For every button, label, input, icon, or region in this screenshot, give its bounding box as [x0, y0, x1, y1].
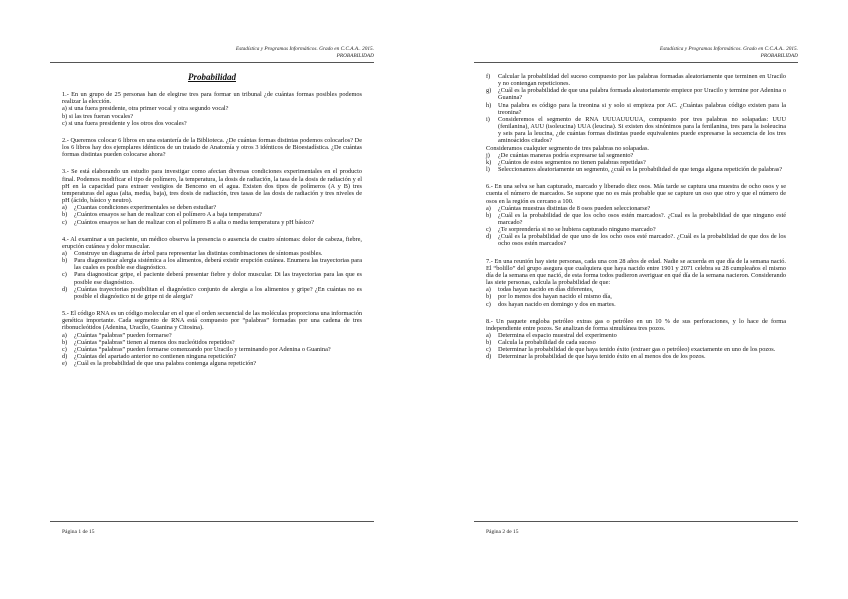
- page-2: [424, 0, 848, 599]
- list-item: d) ¿Cuál es la probabilidad de que uno de los ocho osos esté marcado?. ¿Cuál es la probabilidad de que dos de los ocho osos estén marcados?: [486, 233, 786, 248]
- page-footer: Página 2 de 15: [486, 529, 519, 535]
- question-text: 7.- En una reunión hay siete personas, cada una con 28 años de edad. Nadie se acuerda en que día de la semana nació. El “bolillo” del grupo asegura que cualquiera que haya nacido entre 1901 y 2071 celebra su 28 cumpleaños el mismo día de la semana en que nació, de esta forma todos pudieron averiguar en qué día de la semana nacieron. Considerando las siete personas, calcula la probabilidad de que:: [486, 257, 786, 287]
- list-item: b) ¿Cuántas “palabras” tienen al menos dos nucleótidos repetidos?: [62, 338, 235, 346]
- page-title: Probabilidad: [187, 72, 236, 82]
- question-3: [62, 168, 362, 225]
- page-footer: Página 1 de 15: [62, 529, 95, 535]
- question-1: [62, 91, 362, 127]
- list-item: d) ¿Cuántas del apartado anterior no contienen ninguna repetición?: [62, 353, 237, 360]
- list-item: f) Calcular la probabilidad del suceso compuesto por las palabras formadas aleatoriamente que terminen en Uracilo y no contengan repeticiones.: [486, 73, 786, 88]
- header-rule: [50, 62, 374, 63]
- question-text: 3.- Se está elaborando un estudio para investigar como afectan diversas condiciones experimentales en el producto final. Podemos modificar el tipo de polímero, la temperatura, la dosis de radiación, la tasa de la dosis de radiación y el pH en la capacidad para extraer vestigios de Benceno en el agua. Existen dos tipos de polímeros (A y B) tres temperaturas del agua (alta, media, baja), tres dosis de radiación, tres tasas de las dosis de radiación y tres niveles de pH (ácido, básico y neutro).: [62, 168, 362, 205]
- list-item: d) ¿Cuántas trayectorias posibilitan el diagnóstico conjunto de alergia a los alimentos y gripe? ¿En cuántas no es posible el diagnóstico ni de gripe ni de alergia?: [62, 285, 362, 300]
- question-note: Consideramos cualquier segmento de tres palabras no solapadas.: [486, 144, 649, 152]
- footer-rule: [474, 521, 798, 522]
- list-item: b) Calcula la probabilidad de cada suceso: [486, 339, 596, 347]
- question-5-continued: [486, 73, 786, 173]
- list-item: c) ¿Cuántos ensayos se han de realizar con el polímero B a alta o media temperatura y pH básico?: [62, 218, 315, 226]
- question-text: 6.- En una selva se han capturado, marcado y liberado diez osos. Más tarde se captura una muestra de ocho osos y se cuenta el número de marcados. Se supone que no es más probable que se capture un oso que otro y que el número de osos en la región es cercano a 100.: [486, 183, 786, 205]
- list-item: c) ¿Cuántas “palabras” pueden formarse comenzando por Uracilo y terminando por Adenina o Guanina?: [62, 345, 331, 353]
- list-item: a) ¿Cuántas “palabras” pueden formarse?: [62, 331, 172, 339]
- list-item: j) ¿De cuántas maneras podría expresarse tal segmento?: [486, 151, 634, 159]
- list-item: b) Para diagnosticar alergia sistémica a los alimentos, deberá existir erupción cutánea. Enumera las trayectorias para las cuales es posible ese diagnóstico.: [62, 257, 362, 272]
- question-8: [486, 318, 786, 361]
- list-item: c) dos hayan nacido en domingo y dos en martes.: [486, 300, 616, 308]
- question-7: [486, 258, 786, 308]
- list-item: c) Determinar la probabilidad de que haya tenido éxito (extraer gas o petróleo) exactamente en uno de los pozos.: [486, 346, 776, 354]
- page-header: Estadística y Programas Informáticos. Grado en C.C.A.A.. 2015. PROBABILIDAD: [235, 46, 374, 59]
- list-item: a) Determina el espacio muestral del experimento: [486, 332, 617, 339]
- page-1-body: [62, 70, 362, 367]
- list-item: c) Para diagnosticar gripe, el paciente deberá presentar fiebre y dolor muscular. Di las trayectorias para las que es posible ese diagnóstico.: [62, 271, 362, 286]
- list-item: a) todas hayan nacido en días diferentes,: [486, 286, 594, 294]
- list-item: c) si una fuera presidente y los otros dos vocales?: [62, 119, 187, 127]
- question-6: [486, 183, 786, 247]
- question-4: [62, 236, 362, 300]
- list-item: c) ¿Te sorprendería si no se hubiera capturado ninguno marcado?: [486, 226, 656, 234]
- list-item: a) ¿Cuántas muestras distintas de 8 osos pueden seleccionarse?: [486, 204, 651, 212]
- list-item: b) ¿Cuál es la probabilidad de que los ocho osos estén marcados?. ¿Cual es la probabilidad de que ninguno esté marcado?: [486, 211, 786, 226]
- header-rule: [474, 62, 798, 63]
- page-2-body: [486, 73, 786, 361]
- question-text: 8.- Un paquete engloba petróleo extras gas o petróleo en un 10 % de sus perforaciones, y lo hace de forma independiente entre pozos. Se analizan de forma simultánea tres pozos.: [486, 317, 786, 332]
- list-item: e) ¿Cuál es la probabilidad de que una palabra contenga alguna repetición?: [62, 360, 257, 368]
- list-item: b) si las tres fueran vocales?: [62, 112, 134, 120]
- list-item: l) Seleccionamos aleatoriamente un segmento, ¿cuál es la probabilidad de que tenga alguna repetición de palabras?: [486, 166, 783, 174]
- question-5: [62, 310, 362, 367]
- list-item: i) Consideremos el segmento de RNA UUUAUUUUA, compuesto por tres palabras no solapadas: UUU (fenilanina), AUU (isoleucina) UUA (leucina). Si existen dos sinónimos para la fenilanina, tres para la isoleucina y seis para la leucina, ¿de cuántas formas distintas puede equivalentes puede expresarse la secuencia de los tres aminoácidos citados?: [486, 115, 786, 145]
- question-text: 1.- En un grupo de 25 personas han de elegirse tres para formar un tribunal ¿de cuántas formas posibles podemos realizar la elección.: [62, 91, 362, 106]
- page-header: Estadística y Programas Informáticos. Grado en C.C.A.A.. 2015. PROBABILIDAD: [659, 46, 798, 59]
- list-item: b) por lo menos dos hayan nacido el mismo día,: [486, 293, 612, 301]
- list-item: a) si una fuera presidente, otra primer vocal y otra segundo vocal?: [62, 105, 229, 113]
- list-item: b) ¿Cuántos ensayos se han de realizar con el polímero A a baja temperatura?: [62, 211, 262, 219]
- list-item: k) ¿Cuántos de estos segmentos no tienen palabras repetidas?: [486, 158, 646, 166]
- footer-rule: [50, 521, 374, 522]
- question-text: 4.- Al examinar a un paciente, un médico observa la presencia o ausencia de cuatro síntomas: dolor de cabeza, fiebre, erupción cutánea y dolor muscular.: [62, 235, 362, 250]
- list-item: g) ¿Cuál es la probabilidad de que una palabra formada aleatoriamente empiece por Uracilo y termine por Adenina o Guanina?: [486, 87, 786, 102]
- list-item: d) Determinar la probabilidad de que haya tenido éxito en al menos dos de los pozos.: [486, 353, 706, 361]
- list-item: a) Construye un diagrama de árbol para representar las distintas combinaciones de síntomas posibles.: [62, 249, 323, 257]
- question-2: 2.- Queremos colocar 6 libros en una estantería de la Biblioteca. ¿De cuántas formas distintas podemos colocarlos? De los 6 libros hay dos ejemplares idénticos de un tratado de Anatomía y otros 3 idénticos de Bioestadística. ¿De cuántas formas distintas pueden colocarse ahora?: [62, 136, 362, 159]
- list-item: a) ¿Cuantas condiciones experimentales se deben estudiar?: [62, 204, 217, 212]
- list-item: h) Una palabra es código para la treonina si y solo si empieza por AC. ¿Cuántas palabras código existen para la treonina?: [486, 101, 786, 116]
- question-text: 5.- El código RNA es un código molecular en el que el orden secuencial de las moléculas proporciona una información genética importante. Cada segmento de RNA está compuesto por “palabras” formadas por una cadena de tres ribonucleótidos (Adenina, Uracilo, Guanina y Citosina).: [62, 310, 362, 332]
